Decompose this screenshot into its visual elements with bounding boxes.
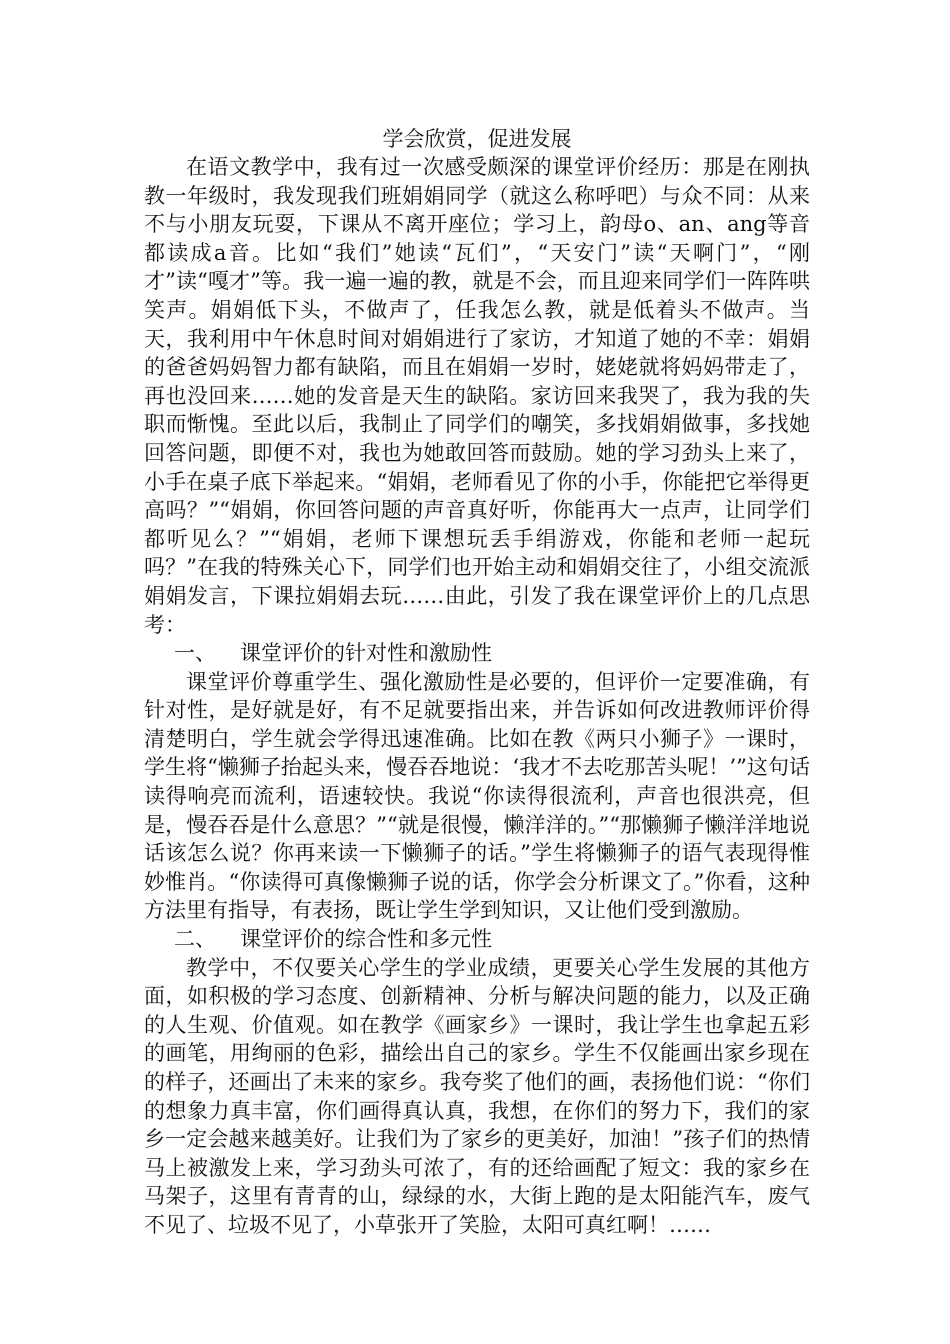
section-heading-text-1: 课堂评价的针对性和激励性	[240, 641, 492, 666]
section-number-1: 一、	[174, 641, 216, 666]
document-page	[144, 125, 810, 1240]
section-heading-text-2: 课堂评价的综合性和多元性	[240, 927, 492, 952]
document-title: 学会欣赏，促进发展	[382, 127, 572, 151]
section-body-1: 课堂评价尊重学生、强化激励性是必要的，但评价一定要准确，有针对性，是好就是好，有不足就要指出来，并告诉如何改进教师评价得清楚明白，学生就会学得迅速准确。比如在教《两只小狮子》一课时，学生将“懒狮子抬起头来，慢吞吞地说：‘我才不去吃那苦头呢！’”这句话读得响亮而流利，语速较快。我说“你读得很流利，声音也很洪亮，但是，慢吞吞是什么意思？”“就是很慢，懒洋洋的。”“那懒狮子懒洋洋地说话该怎么说？你再来读一下懒狮子的话。”学生将懒狮子的语气表现得惟妙惟肖。“你读得可真像懒狮子说的话，你学会分析课文了。”你看，这种方法里有指导，有表扬，既让学生学到知识，又让他们受到激励。	[144, 669, 810, 923]
section-heading-2	[144, 925, 810, 954]
section-heading-1	[144, 639, 810, 668]
section-body-2: 教学中，不仅要关心学生的学业成绩，更要关心学生发展的其他方面，如积极的学习态度、创新精神、分析与解决问题的能力，以及正确的人生观、价值观。如在教学《画家乡》一课时，我让学生也拿起五彩的画笔，用绚丽的色彩，描绘出自己的家乡。学生不仅能画出家乡现在的样子，还画出了未来的家乡。我夸奖了他们的画，表扬他们说：“你们的想象力真丰富，你们画得真认真，我想，在你们的努力下，我们的家乡一定会越来越美好。让我们为了家乡的更美好，加油！”孩子们的热情马上被激发上来，学习劲头可浓了，有的还给画配了短文：我的家乡在马架子，这里有青青的山，绿绿的水，大街上跑的是太阳能汽车，废气不见了、垃圾不见了，小草张开了笑脸，太阳可真红啊！……	[144, 955, 810, 1237]
section-number-2: 二、	[174, 927, 216, 952]
intro-paragraph: 在语文教学中，我有过一次感受颇深的课堂评价经历：那是在刚执教一年级时，我发现我们班娟娟同学（就这么称呼吧）与众不同：从来不与小朋友玩耍，下课从不离开座位；学习上，韵母o、an、ang等音都读成a音。比如“我们”她读“瓦们”，“天安门”读“天啊门”，“刚才”读“嘎才”等。我一遍一遍的教，就是不会，而且迎来同学们一阵阵哄笑声。娟娟低下头，不做声了，任我怎么教，就是低着头不做声。当天，我利用中午休息时间对娟娟进行了家访，才知道了她的不幸：娟娟的爸爸妈妈智力都有缺陷，而且在娟娟一岁时，姥姥就将妈妈带走了，再也没回来……她的发音是天生的缺陷。家访回来我哭了，我为我的失职而惭愧。至此以后，我制止了同学们的嘲笑，多找娟娟做事，多找她回答问题，即便不对，我也为她敢回答而鼓励。她的学习劲头上来了，小手在桌子底下举起来。“娟娟，老师看见了你的小手，你能把它举得更高吗？”“娟娟，你回答问题的声音真好听，你能再大一点声，让同学们都听见么？”“娟娟，老师下课想玩丢手绢游戏，你能和老师一起玩吗？”在我的特殊关心下，同学们也开始主动和娟娟交往了，小组交流派娟娟发言，下课拉娟娟去玩……由此，引发了我在课堂评价上的几点思考：	[144, 155, 810, 637]
